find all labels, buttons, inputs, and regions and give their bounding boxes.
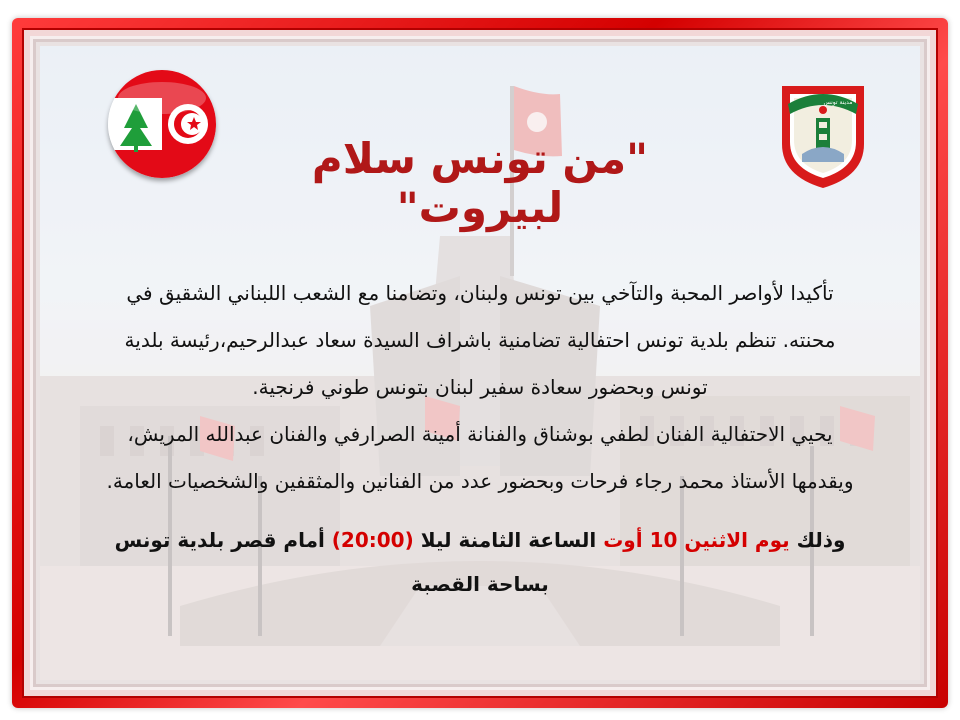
tunis-city-crest-icon bbox=[778, 82, 868, 190]
paragraph-line: ويقدمها الأستاذ محمد رجاء فرحات وبحضور عدد من الفنانين والمثقفين والشخصيات العامة. bbox=[106, 469, 854, 493]
event-prefix: وذلك bbox=[796, 528, 846, 552]
paragraph-line: تأكيدا لأواصر المحبة والتآخي بين تونس ولبنان، وتضامنا مع الشعب اللبناني الشقيق في bbox=[126, 281, 834, 305]
paragraph-line: تونس وبحضور سعادة سفير لبنان بتونس طوني فرنجية. bbox=[252, 375, 708, 399]
event-details bbox=[48, 518, 912, 606]
event-time-label: الساعة الثامنة ليلا bbox=[420, 528, 597, 552]
event-place-line: بساحة القصبة bbox=[411, 572, 549, 596]
paragraph-line: محنته. تنظم بلدية تونس احتفالية تضامنية باشراف السيدة سعاد عبدالرحيم،رئيسة بلدية bbox=[124, 328, 836, 352]
page-title: "من تونس سلام لبيروت" bbox=[311, 134, 649, 232]
lebanon-tunisia-flag-icon bbox=[108, 70, 216, 178]
paragraph-line: يحيي الاحتفالية الفنان لطفي بوشناق والفنانة أمينة الصرارفي والفنان عبدالله المريش، bbox=[127, 422, 833, 446]
event-when-line bbox=[48, 518, 912, 562]
crest-text: مدينة تونس bbox=[823, 99, 853, 106]
event-time: (20:00) bbox=[331, 528, 414, 552]
event-place: أمام قصر بلدية تونس bbox=[114, 528, 325, 552]
announcement-body bbox=[48, 270, 912, 505]
event-date: يوم الاثنين 10 أوت bbox=[603, 528, 790, 552]
